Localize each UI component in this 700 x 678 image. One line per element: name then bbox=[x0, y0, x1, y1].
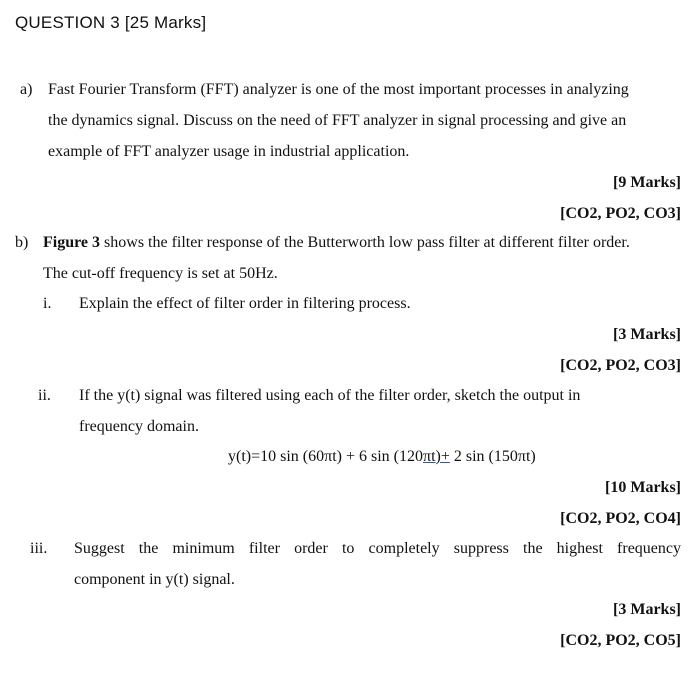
sub-iii-marks: [3 Marks] bbox=[613, 601, 681, 618]
figure-reference: Figure 3 bbox=[43, 234, 101, 251]
sub-i-marks: [3 Marks] bbox=[613, 326, 681, 343]
sub-ii-line-1: If the y(t) signal was filtered using each of the filter order, sketch the output in bbox=[79, 387, 581, 404]
part-a-line-1: Fast Fourier Transform (FFT) analyzer is one of the most important processes in analyzing bbox=[48, 81, 629, 98]
part-a-outcomes: [CO2, PO2, CO3] bbox=[560, 205, 681, 222]
sub-ii-marks: [10 Marks] bbox=[605, 479, 681, 496]
equation bbox=[228, 447, 536, 467]
sub-ii-marker: ii. bbox=[38, 387, 51, 404]
question-heading: QUESTION 3 [25 Marks] bbox=[15, 13, 207, 32]
part-a-marks: [9 Marks] bbox=[613, 174, 681, 191]
equation-underlined: πt)+ bbox=[423, 448, 450, 465]
sub-i-outcomes: [CO2, PO2, CO3] bbox=[560, 357, 681, 374]
part-b-marker: b) bbox=[15, 234, 29, 251]
equation-part-1: y(t)=10 sin (60πt) + 6 sin (120 bbox=[228, 448, 423, 465]
part-b-line-2: The cut-off frequency is set at 50Hz. bbox=[43, 265, 278, 282]
sub-iii-marker: iii. bbox=[30, 540, 48, 557]
equation-part-2: 2 sin (150πt) bbox=[449, 448, 536, 465]
part-a-line-3: example of FFT analyzer usage in industrial application. bbox=[48, 143, 410, 160]
sub-i-text: Explain the effect of filter order in filtering process. bbox=[79, 295, 411, 312]
sub-iii-line-1: Suggest the minimum filter order to completely suppress the highest frequency bbox=[74, 540, 681, 557]
sub-i-marker: i. bbox=[43, 295, 52, 312]
sub-iii-outcomes: [CO2, PO2, CO5] bbox=[560, 632, 681, 649]
sub-ii-line-2: frequency domain. bbox=[79, 418, 199, 435]
part-a-marker: a) bbox=[20, 81, 33, 98]
sub-iii-line-2: component in y(t) signal. bbox=[74, 571, 235, 588]
part-a-line-2: the dynamics signal. Discuss on the need of FFT analyzer in signal processing and give an bbox=[48, 112, 627, 129]
part-b-line-1 bbox=[43, 233, 630, 253]
sub-ii-outcomes: [CO2, PO2, CO4] bbox=[560, 510, 681, 527]
part-b-line-1-text: shows the filter response of the Butterworth low pass filter at different filter order. bbox=[100, 234, 630, 251]
